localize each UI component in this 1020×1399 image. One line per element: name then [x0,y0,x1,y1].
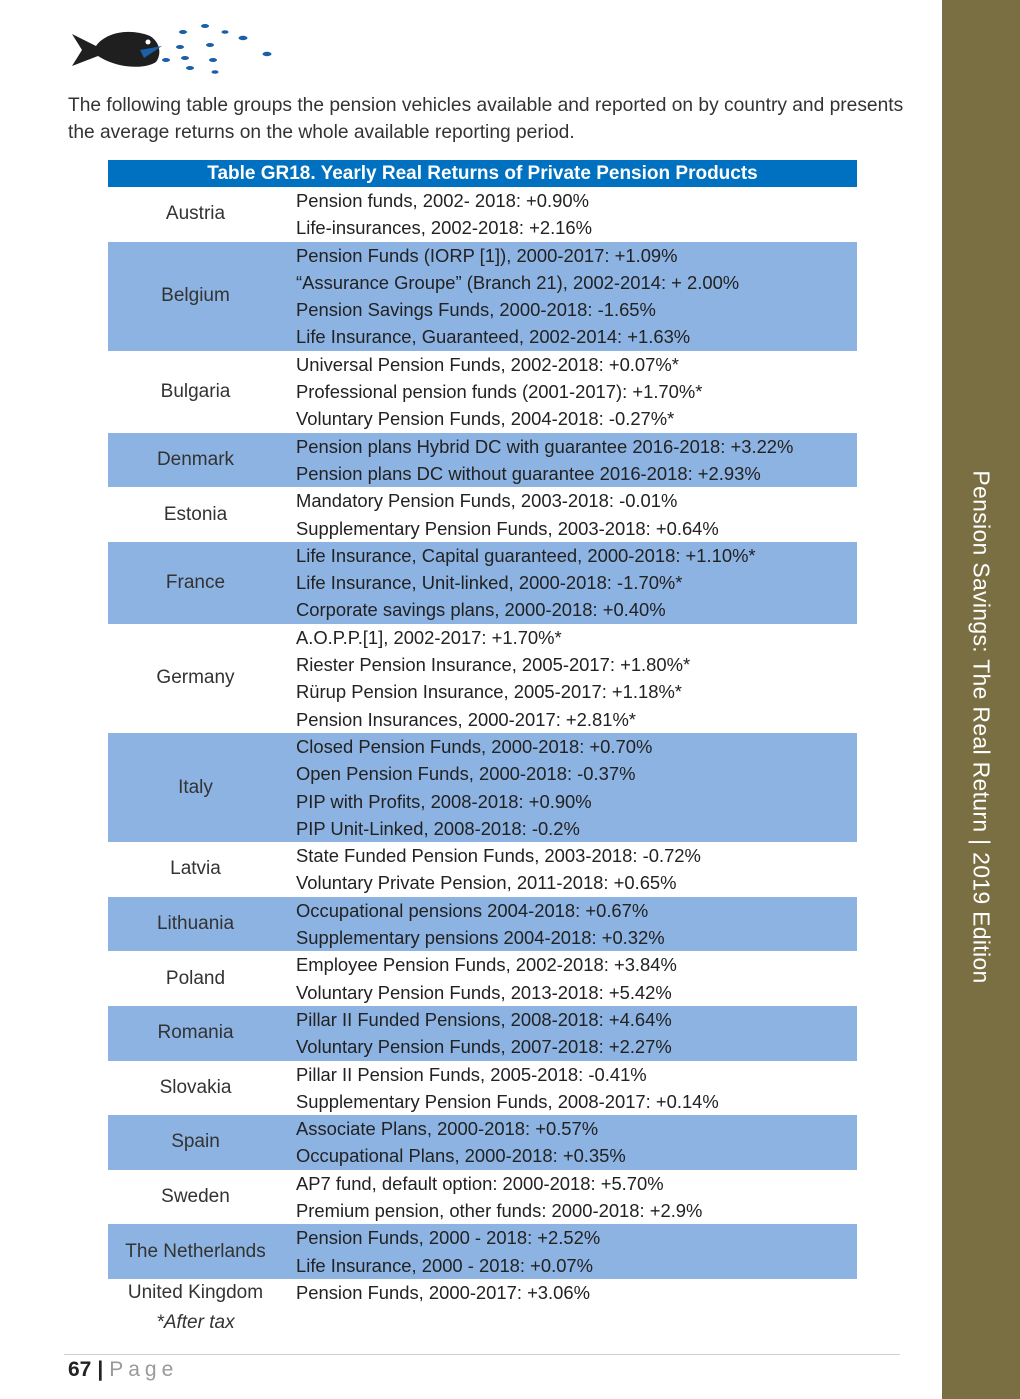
table-row [108,1279,857,1306]
products-cell [283,242,739,351]
table-row [108,1006,857,1061]
product-line: A.O.P.P.[1], 2002-2017: +1.70%* [296,626,562,648]
product-line: Pillar II Pension Funds, 2005-2018: -0.41% [296,1063,647,1085]
pension-returns-table [108,160,857,1306]
product-line: Pension Funds, 2000 - 2018: +2.52% [296,1227,601,1249]
products-cell [283,1006,672,1061]
table-title: Table GR18. Yearly Real Returns of Private Pension Products [108,160,857,187]
product-line: Pension plans DC without guarantee 2016-2018: +2.93% [296,462,761,484]
products-cell [283,897,665,952]
product-line: Occupational Plans, 2000-2018: +0.35% [296,1145,626,1167]
country-cell: Bulgaria [160,380,231,402]
product-line: Occupational pensions 2004-2018: +0.67% [296,899,649,921]
country-cell: Italy [178,776,213,798]
product-line: Life-insurances, 2002-2018: +2.16% [296,217,592,239]
footer-separator: | [97,1358,104,1381]
product-line: Riester Pension Insurance, 2005-2017: +1.80%* [296,654,691,676]
country-cell: Lithuania [156,913,235,935]
product-line: Pension Savings Funds, 2000-2018: -1.65% [296,299,656,321]
product-line: Pension Funds (IORP [1]), 2000-2017: +1.09% [296,244,678,266]
fish-school-logo [70,20,280,80]
table-body [108,187,857,1306]
country-cell: United Kingdom [127,1281,264,1303]
table-row [108,1115,857,1170]
product-line: Pension plans Hybrid DC with guarantee 2016-2018: +3.22% [296,435,794,457]
table-row [108,542,857,624]
products-cell [283,951,677,1006]
product-line: Associate Plans, 2000-2018: +0.57% [296,1118,599,1140]
product-line: Universal Pension Funds, 2002-2018: +0.07%* [296,353,679,375]
product-line: Professional pension funds (2001-2017): +1.70%* [296,381,703,403]
product-line: Rürup Pension Insurance, 2005-2017: +1.18%* [296,681,682,703]
country-cell: France [165,571,226,593]
product-line: Mandatory Pension Funds, 2003-2018: -0.01% [296,490,678,512]
page-word: Page [109,1358,179,1381]
product-line: Premium pension, other funds: 2000-2018: +2.9% [296,1199,703,1221]
country-cell: The Netherlands [125,1240,266,1262]
table-row [108,897,857,952]
page-footer [68,1358,178,1382]
sidebar [942,0,1020,1399]
product-line: Voluntary Private Pension, 2011-2018: +0.65% [296,872,677,894]
product-line: Voluntary Pension Funds, 2013-2018: +5.42% [296,981,672,1003]
product-line: “Assurance Groupe” (Branch 21), 2002-2014: + 2.00% [296,271,740,293]
table-row [108,433,857,488]
sidebar-title: Pension Savings: The Real Return | 2019 Edition [968,470,995,984]
table-row [108,242,857,351]
products-cell [283,624,690,733]
country-cell: Poland [165,967,226,989]
products-cell [283,1115,626,1170]
product-line: Life Insurance, Unit-linked, 2000-2018: -1.70%* [296,572,683,594]
products-cell [283,1279,590,1306]
products-cell [283,187,592,242]
product-line: Supplementary pensions 2004-2018: +0.32% [296,927,665,949]
products-cell [283,433,793,488]
product-line: Supplementary Pension Funds, 2003-2018: +0.64% [296,517,719,539]
products-cell [283,351,702,433]
country-cell: Denmark [156,448,235,470]
product-line: Life Insurance, Guaranteed, 2002-2014: +1.63% [296,326,691,348]
product-line: Pension Insurances, 2000-2017: +2.81%* [296,708,636,730]
product-line: PIP with Profits, 2008-2018: +0.90% [296,790,592,812]
product-line: Life Insurance, 2000 - 2018: +0.07% [296,1254,594,1276]
table-row [108,1170,857,1225]
footnote: *After tax [156,1312,235,1333]
product-line: State Funded Pension Funds, 2003-2018: -0.72% [296,845,701,867]
footer-divider [64,1354,900,1355]
country-cell: Slovakia [159,1076,232,1098]
table-row [108,624,857,733]
product-line: Pension Funds, 2000-2017: +3.06% [296,1281,590,1303]
country-cell: Austria [165,203,226,225]
product-line: PIP Unit-Linked, 2008-2018: -0.2% [296,817,580,839]
country-cell: Germany [156,667,235,689]
table-row [108,351,857,433]
product-line: Pillar II Funded Pensions, 2008-2018: +4.64% [296,1008,672,1030]
country-cell: Estonia [163,503,228,525]
country-cell: Belgium [161,285,230,307]
page-number: 67 [68,1358,92,1381]
product-line: Life Insurance, Capital guaranteed, 2000-2018: +1.10%* [296,544,756,566]
products-cell [283,1170,702,1225]
products-cell [283,487,719,542]
product-line: Voluntary Pension Funds, 2004-2018: -0.27%* [296,408,675,430]
products-cell [283,1224,600,1279]
table-row [108,842,857,897]
products-cell [283,733,652,842]
product-line: Employee Pension Funds, 2002-2018: +3.84% [296,954,677,976]
table-row [108,487,857,542]
table-row [108,187,857,242]
country-cell: Sweden [161,1185,230,1207]
products-cell [283,1061,719,1116]
table-row [108,951,857,1006]
table-row [108,733,857,842]
country-cell: Romania [157,1022,234,1044]
country-cell: Latvia [170,858,221,880]
country-cell: Spain [171,1131,220,1153]
table-row [108,1061,857,1116]
product-line: AP7 fund, default option: 2000-2018: +5.70% [296,1172,664,1194]
product-line: Voluntary Pension Funds, 2007-2018: +2.27% [296,1036,672,1058]
product-line: Supplementary Pension Funds, 2008-2017: +0.14% [296,1090,719,1112]
product-line: Open Pension Funds, 2000-2018: -0.37% [296,763,636,785]
product-line: Corporate savings plans, 2000-2018: +0.40% [296,599,666,621]
product-line: Pension funds, 2002- 2018: +0.90% [296,190,589,211]
product-line: Closed Pension Funds, 2000-2018: +0.70% [296,735,653,757]
products-cell [283,542,756,624]
table-row [108,1224,857,1279]
products-cell [283,842,701,897]
intro-paragraph: The following table groups the pension vehicles available and reported on by country and presents the average returns on the whole available reporting period. [68,95,904,143]
